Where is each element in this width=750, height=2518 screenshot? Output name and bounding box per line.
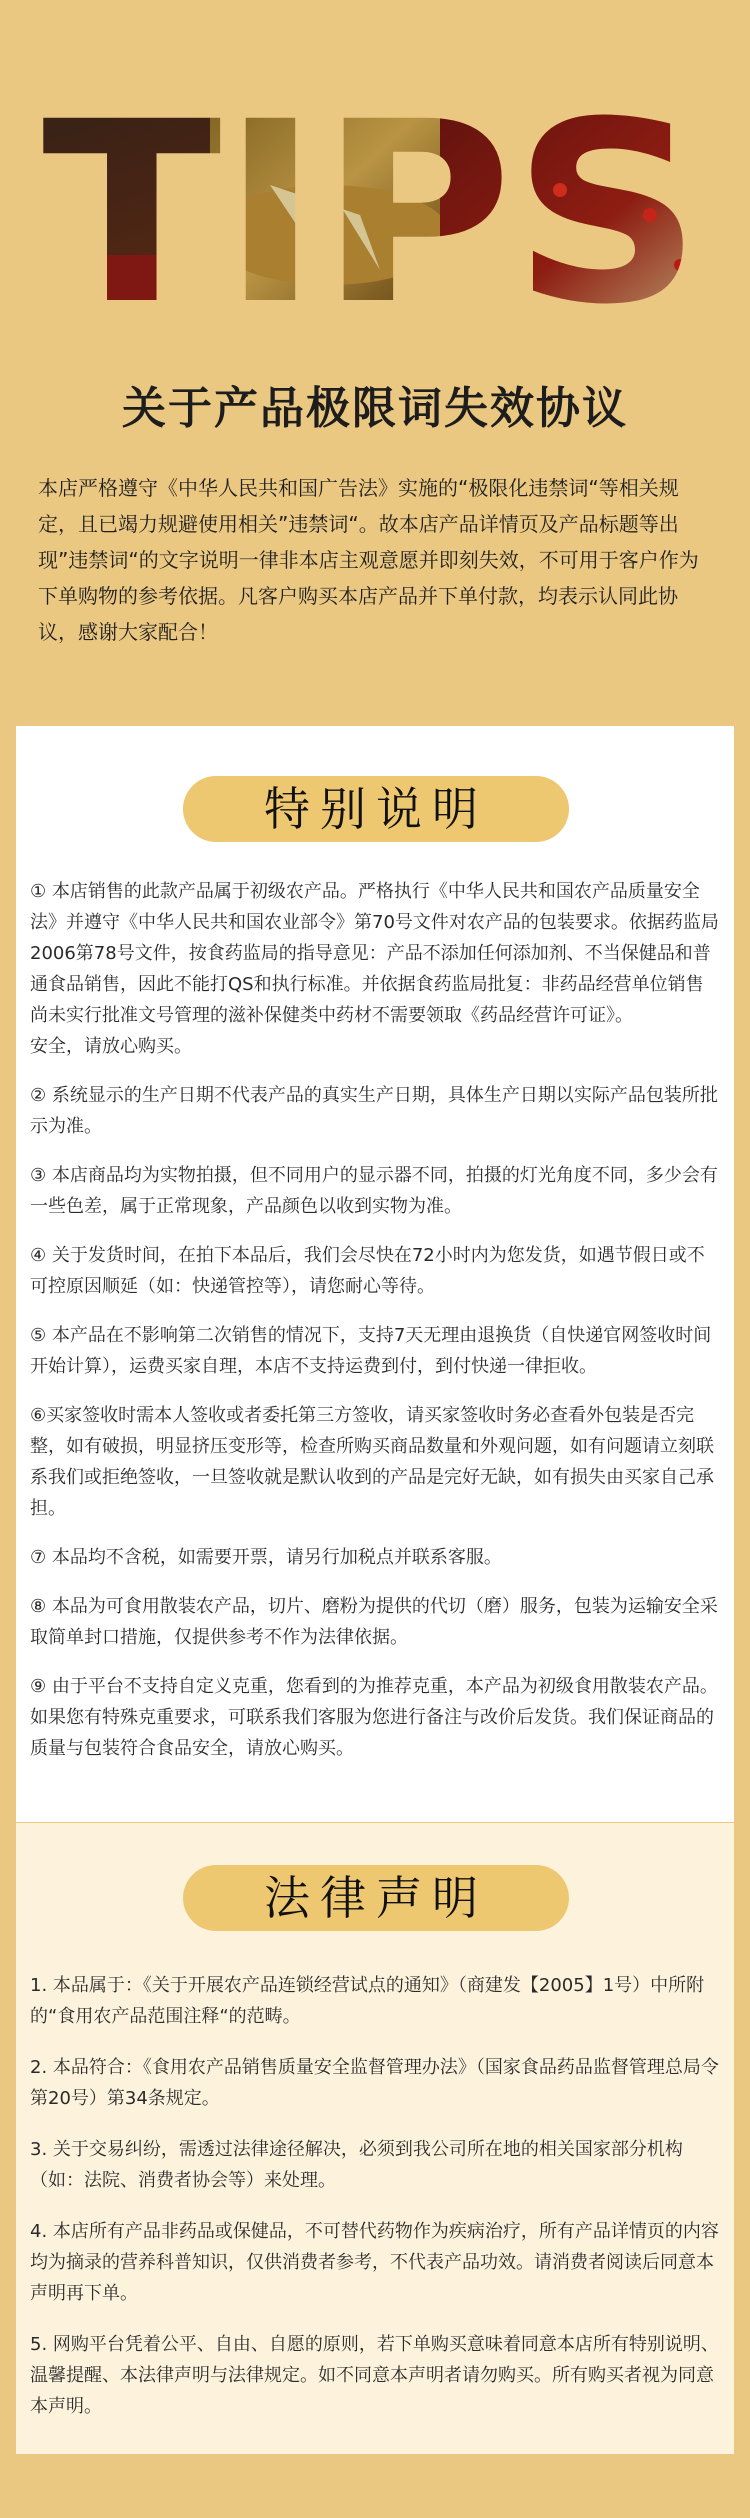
special-item-1-note: 安全，请放心购买。: [30, 1036, 192, 1057]
legal-item-2: 2. 本品符合：《食用农产品销售质量安全监督管理办法》（国家食品药品监督管理总局令第20号）第34条规定。: [30, 2057, 719, 2109]
special-item-6: ⑥买家签收时需本人签收或者委托第三方签收，请买家签收时务必查看外包装是否完整，如有破损，明显挤压变形等，检查所购买商品数量和外观问题，如有问题请立刻联系我们或拒绝签收，一旦签收就是默认收到的产品是完好无缺，如有损失由买家自己承担。: [30, 1405, 714, 1519]
legal-item-4: 4. 本店所有产品非药品或保健品，不可替代药物作为疾病治疗，所有产品详情页的内容均为摘录的营养科普知识，仅供消费者参考，不代表产品功效。请消费者阅读后同意本声明再下单。: [30, 2221, 719, 2304]
special-item-1-text: ① 本店销售的此款产品属于初级农产品。严格执行《中华人民共和国农产品质量安全法》并遵守《中华人民共和国农业部令》第70号文件对农产品的包装要求。依据药监局2006第78号文件，按食药监局的指导意见：产品不添加任何添加剂、不当保健品和普通食品销售，因此不能打QS和执行标准。并依据食药监局批复：非药品经营单位销售尚未实行批准文号管理的滋补保健类中药材不需要领取《药品经营许可证》。: [30, 881, 719, 1026]
special-item-3: ③ 本店商品均为实物拍摄，但不同用户的显示器不同，拍摄的灯光角度不同，多少会有一些色差，属于正常现象，产品颜色以收到实物为准。: [30, 1165, 718, 1217]
legal-items: [30, 1970, 720, 2442]
legal-statement-panel: [16, 1823, 734, 2454]
special-item-9: ⑨ 由于平台不支持自定义克重，您看到的为推荐克重，本产品为初级食用散装农产品。如果您有特殊克重要求，可联系我们客服为您进行备注与改价后发货。我们保证商品的质量与包装符合食品安全，请放心购买。: [30, 1676, 718, 1759]
special-item-5: ⑤ 本产品在不影响第二次销售的情况下，支持7天无理由退换货（自快递官网签收时间开始计算），运费买家自理，本店不支持运费到付，到付快递一律拒收。: [30, 1325, 712, 1377]
special-item-2: ② 系统显示的生产日期不代表产品的真实生产日期，具体生产日期以实际产品包装所批示为准。: [30, 1085, 718, 1137]
intro-text: 本店严格遵守《中华人民共和国广告法》实施的“极限化违禁词“等相关规定，且已竭力规避使用相关”违禁词“。故本店产品详情页及产品标题等出现”违禁词“的文字说明一律非本店主观意愿并即刻失效，不可用于客户作为下单购物的参考依据。凡客户购买本店产品并下单付款，均表示认同此协议，感谢大家配合！: [38, 476, 699, 644]
page-title: 关于产品极限词失效协议: [122, 383, 628, 434]
legal-heading: 法律声明: [183, 1865, 569, 1931]
legal-item-1: 1. 本品属于：《关于开展农产品连锁经营试点的通知》（商建发【2005】1号）中所附的“食用农产品范围注释“的范畴。: [30, 1975, 705, 2027]
special-item-8: ⑧ 本品为可食用散装农产品，切片、磨粉为提供的代切（磨）服务，包装为运输安全采取简单封口措施，仅提供参考不作为法律依据。: [30, 1596, 718, 1648]
tips-banner: [40, 95, 710, 310]
special-notes-panel: [16, 726, 734, 1822]
special-item-7: ⑦ 本品均不含税，如需要开票，请另行加税点并联系客服。: [30, 1547, 502, 1568]
special-item-1: [30, 876, 720, 1062]
special-heading: 特别说明: [183, 776, 569, 842]
special-item-4: ④ 关于发货时间，在拍下本品后，我们会尽快在72小时内为您发货，如遇节假日或不可控原因顺延（如：快递管控等），请您耐心等待。: [30, 1245, 705, 1297]
legal-item-3: 3. 关于交易纠纷，需透过法律途径解决，必须到我公司所在地的相关国家部分机构（如：法院、消费者协会等）来处理。: [30, 2139, 683, 2191]
legal-item-5: 5. 网购平台凭着公平、自由、自愿的原则，若下单购买意味着同意本店所有特别说明、温馨提醒、本法律声明与法律规定。如不同意本声明者请勿购买。所有购买者视为同意本声明。: [30, 2334, 719, 2417]
special-items: [30, 876, 720, 1782]
